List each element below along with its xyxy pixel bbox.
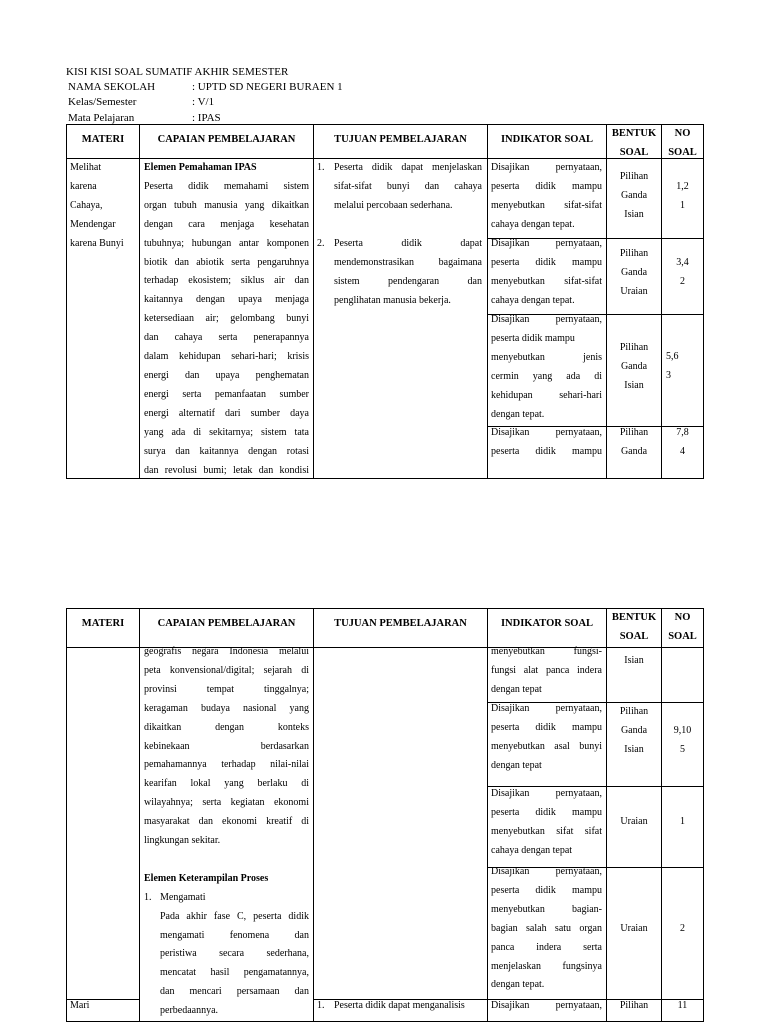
header-value: : UPTD SD NEGERI BURAEN 1 (192, 81, 343, 94)
col-header-no-2: SOAL (668, 631, 697, 642)
header-row-class (68, 95, 343, 110)
col-header-bentuk (607, 608, 661, 646)
indikator-line: Disajikan pernyataan, (491, 866, 602, 877)
tujuan-line: melalui percobaan sederhana. (334, 199, 453, 211)
indikator-line: fungsi alat panca indera (491, 664, 602, 676)
indikator-line: Disajikan pernyataan, (491, 427, 602, 438)
indikator-line: Disajikan pernyataan, (491, 703, 602, 714)
col-header-no (662, 608, 703, 646)
no-soal-line: 1 (680, 199, 685, 211)
capaian-line: organ tubuh manusia yang dikaitkan (144, 199, 309, 211)
capaian-line: terhadap ekosistem; siklus air dan (144, 275, 309, 287)
table-1 (66, 124, 704, 479)
capaian-line: keragaman budaya nasional yang (144, 702, 309, 714)
capaian-line: energi serta pemanfaatan sumber (144, 388, 309, 400)
no-soal-line: 4 (680, 445, 685, 457)
bentuk-cell (607, 703, 661, 760)
bentuk-cell (607, 245, 661, 302)
indikator-line: bagian salah satu organ (491, 922, 602, 934)
header-label: Kelas/Semester (68, 96, 137, 109)
capaian-line: kearifan lokal yang berlaku di (144, 778, 309, 790)
indikator-cell (491, 785, 602, 861)
header-row-school (68, 80, 343, 95)
bentuk-cell (607, 920, 661, 939)
col-header-bentuk-2: SOAL (619, 631, 649, 642)
col-header-indikator: INDIKATOR SOAL (500, 618, 594, 629)
capaian-list-item (144, 889, 309, 908)
capaian-line: masyarakat dan ekonomi kreatif di (144, 816, 309, 828)
capaian-line: mencatat hasil pengamatannya, (160, 967, 309, 979)
capaian-line: dan cahaya serta penerapannya (144, 332, 309, 344)
indikator-line: menyebutkan sifat-sifat (491, 199, 602, 211)
materi-line: Cahaya, (70, 199, 103, 211)
bentuk-line: Pilihan (619, 427, 649, 438)
col-header-tujuan: TUJUAN PEMBELAJARAN (334, 618, 467, 629)
col-header-indikator: INDIKATOR SOAL (500, 134, 594, 145)
capaian-line: peta konvensional/digital; sejarah di (144, 664, 309, 676)
capaian-line: dan mencari persamaan dan (160, 986, 309, 998)
indikator-line: cahaya dengan tepat (491, 844, 573, 856)
no-soal-cell (662, 920, 703, 939)
capaian-list-number: 1. (144, 891, 152, 903)
no-soal-line: 1,2 (676, 181, 689, 192)
tujuan-line: mendemonstrasikan bagaimana (334, 256, 482, 268)
col-header-tujuan: TUJUAN PEMBELAJARAN (334, 134, 467, 145)
indikator-line: kehidupan sehari-hari (491, 389, 602, 401)
bentuk-line: Pilihan (619, 171, 649, 182)
capaian-line: pemahamannya terhadap nilai-nilai (144, 759, 309, 771)
tujuan-line: Peserta didik dapat (334, 238, 482, 249)
no-soal-cell (662, 424, 703, 462)
bentuk-line: Isian (624, 655, 644, 666)
indikator-cell (491, 159, 602, 235)
tujuan-number: 2. (317, 238, 325, 249)
materi-cell (70, 159, 138, 254)
bentuk-cell (607, 652, 661, 671)
no-soal-line: 5 (680, 743, 685, 755)
no-soal-cell (662, 254, 703, 292)
bentuk-line: Uraian (620, 816, 648, 827)
bentuk-line: Pilihan (619, 248, 649, 259)
capaian-line: energi dan upaya penghematan (144, 369, 309, 381)
col-header-no (662, 124, 703, 162)
indikator-line: menyebutkan jenis (491, 351, 602, 363)
capaian-list-body (144, 908, 309, 1021)
no-soal-line: 7,8 (676, 427, 689, 438)
capaian-line: geografis negara Indonesia melalui (144, 646, 309, 657)
indikator-line: cahaya dengan tepat. (491, 218, 575, 230)
indikator-line: Disajikan pernyataan, (491, 162, 602, 173)
no-soal-line: 1 (680, 816, 685, 827)
indikator-line: Disajikan pernyataan, (491, 314, 602, 325)
no-soal-line: 2 (680, 923, 685, 934)
bentuk-line: Isian (624, 379, 644, 391)
no-soal-cell (662, 722, 703, 760)
capaian-line: Peserta didik memahami sistem (144, 180, 309, 192)
capaian-line: perbedaannya. (160, 1005, 219, 1017)
indikator-line: menyebutkan sifat sifat (491, 825, 602, 837)
bentuk-line: Ganda (620, 445, 648, 457)
capaian-line: kebinekaan berdasarkan (144, 740, 309, 752)
no-soal-line: 3,4 (676, 257, 689, 268)
indikator-cell (491, 700, 602, 776)
no-soal-cell (662, 178, 703, 216)
bentuk-line: Ganda (620, 724, 648, 736)
capaian-heading: Elemen Pemahaman IPAS (144, 162, 257, 173)
tujuan-item (334, 235, 482, 311)
header-label: Mata Pelajaran (68, 111, 135, 124)
capaian-line: biotik dan abiotik serta pengaruhnya (144, 256, 309, 268)
indikator-line: peserta didik mampu (491, 721, 602, 733)
capaian-line: kaitannya dengan upaya menjaga (144, 294, 309, 306)
capaian-heading: Elemen Keterampilan Proses (144, 872, 269, 884)
bentuk-cell (607, 424, 661, 462)
header-value: : IPAS (192, 111, 221, 124)
col-header-materi: MATERI (81, 618, 125, 629)
col-header-bentuk (607, 124, 661, 162)
indikator-cell: Disajikan pernyataan, (491, 1000, 602, 1011)
indikator-line: peserta didik mampu (491, 806, 602, 818)
header-value: : V/1 (192, 96, 215, 109)
indikator-line: cahaya dengan tepat. (491, 294, 575, 306)
capaian-line: provinsi tempat tinggalnya; (144, 683, 309, 695)
capaian-line: Pada akhir fase C, peserta didik (160, 910, 309, 922)
no-soal-line: 5,6 (666, 351, 679, 362)
capaian-line: energi alternatif dari sumber daya (144, 407, 309, 419)
indikator-line: dengan tepat (491, 683, 542, 695)
col-header-no-2: SOAL (668, 147, 697, 158)
indikator-line: dengan tepat (491, 759, 542, 771)
materi-line: Melihat (70, 162, 102, 173)
no-soal-line: 3 (666, 369, 671, 381)
tujuan-item: Peserta didik dapat menganalisis (334, 1000, 465, 1011)
header-label: NAMA SEKOLAH (68, 81, 156, 94)
capaian-line: dengan cara menjaga kesehatan (144, 218, 309, 230)
indikator-cell (491, 235, 602, 311)
capaian-cell (144, 159, 309, 480)
no-soal-cell (666, 348, 703, 386)
table-2 (66, 608, 704, 1022)
document-title: KISI KISI SOAL SUMATIF AKHIR SEMESTER (66, 66, 289, 78)
bentuk-cell (607, 168, 661, 225)
bentuk-line: Ganda (620, 266, 648, 278)
tujuan-line: sifat-sifat bunyi dan cahaya (334, 180, 482, 192)
indikator-cell (491, 424, 602, 462)
capaian-line: ketersediaan air; gelombang bunyi (144, 313, 309, 325)
col-header-bentuk-2: SOAL (619, 147, 649, 158)
no-soal-line: 2 (680, 275, 685, 287)
no-soal-line: 9,10 (673, 725, 692, 736)
bentuk-line: Isian (624, 208, 644, 220)
materi-line: Mendengar (70, 218, 116, 230)
bentuk-line: Uraian (620, 923, 648, 934)
tujuan-line: sistem pendengaran dan (334, 275, 482, 287)
bentuk-line: Uraian (620, 285, 648, 297)
indikator-line: peserta didik mampu (491, 332, 575, 344)
col-header-capaian: CAPAIAN PEMBELAJARAN (157, 134, 296, 145)
bentuk-line: Pilihan (619, 706, 649, 717)
bentuk-cell (607, 339, 661, 396)
tujuan-line: penglihatan manusia bekerja. (334, 294, 451, 306)
capaian-line: mengamati fenomena dan (160, 929, 309, 941)
indikator-line: menyebutkan sifat-sifat (491, 275, 602, 287)
indikator-cell (491, 863, 602, 995)
capaian-line: dikaitkan dengan konteks (144, 721, 309, 733)
capaian-line: yang ada di sekitarnya; sistem tata (144, 426, 309, 438)
no-soal-cell: 11 (677, 1000, 688, 1011)
indikator-line: cermin yang ada di (491, 370, 602, 382)
indikator-line: dengan tepat. (491, 979, 545, 991)
tujuan-line: Peserta didik dapat menjelaskan (334, 162, 482, 173)
col-header-no-1: NO (674, 128, 691, 139)
capaian-line: dan revolusi bumi; letak dan kondisi (144, 464, 309, 476)
col-header-materi: MATERI (81, 134, 125, 145)
capaian-cell (144, 643, 309, 1021)
indikator-line: peserta didik mampu (491, 445, 602, 457)
indikator-line: Disajikan pernyataan, (491, 788, 602, 799)
tujuan-item (334, 159, 482, 216)
indikator-line: panca indera serta (491, 941, 602, 953)
no-soal-cell (662, 813, 703, 832)
bentuk-line: Ganda (620, 189, 648, 201)
indikator-line: menyebutkan asal bunyi (491, 740, 602, 752)
capaian-list-label: Mengamati (160, 891, 206, 903)
materi-line: karena (70, 180, 97, 192)
tujuan-number: 1. (317, 1000, 325, 1011)
col-header-no-1: NO (674, 612, 691, 623)
bentuk-line: Pilihan (619, 342, 649, 353)
indikator-line: menjelaskan fungsinya (491, 960, 602, 972)
indikator-line: peserta didik mampu (491, 256, 602, 268)
col-header-bentuk-1: BENTUK (611, 128, 657, 139)
materi-line: karena Bunyi (70, 237, 124, 249)
indikator-line: menyebutkan bagian- (491, 903, 602, 915)
bentuk-cell (607, 813, 661, 832)
capaian-line: lingkungan sekitar. (144, 835, 221, 847)
bentuk-cell: Pilihan (619, 1000, 649, 1011)
indikator-line: dengan tepat. (491, 408, 545, 420)
indikator-line: Disajikan pernyataan, (491, 238, 602, 249)
col-header-bentuk-1: BENTUK (611, 612, 657, 623)
capaian-line: wilayahnya; serta kegiatan ekonomi (144, 797, 309, 809)
col-header-capaian: CAPAIAN PEMBELAJARAN (157, 618, 296, 629)
indikator-line: peserta didik mampu (491, 884, 602, 896)
bentuk-line: Isian (624, 743, 644, 755)
tujuan-number: 1. (317, 162, 325, 173)
capaian-line: peristiwa secara sederhana, (160, 948, 309, 960)
materi-cell: Mari (70, 1000, 90, 1011)
bentuk-line: Ganda (620, 360, 648, 372)
capaian-line: dalam kehidupan sehari-hari; krisis (144, 351, 309, 363)
indikator-cell (491, 643, 602, 700)
document-header (66, 65, 343, 126)
indikator-cell (491, 311, 602, 424)
capaian-line: tubuhnya; hubungan antar komponen (144, 237, 309, 249)
indikator-line: peserta didik mampu (491, 180, 602, 192)
indikator-line: menyebutkan fungsi- (491, 646, 602, 657)
capaian-line: surya dan kaitannya dengan rotasi (144, 445, 309, 457)
